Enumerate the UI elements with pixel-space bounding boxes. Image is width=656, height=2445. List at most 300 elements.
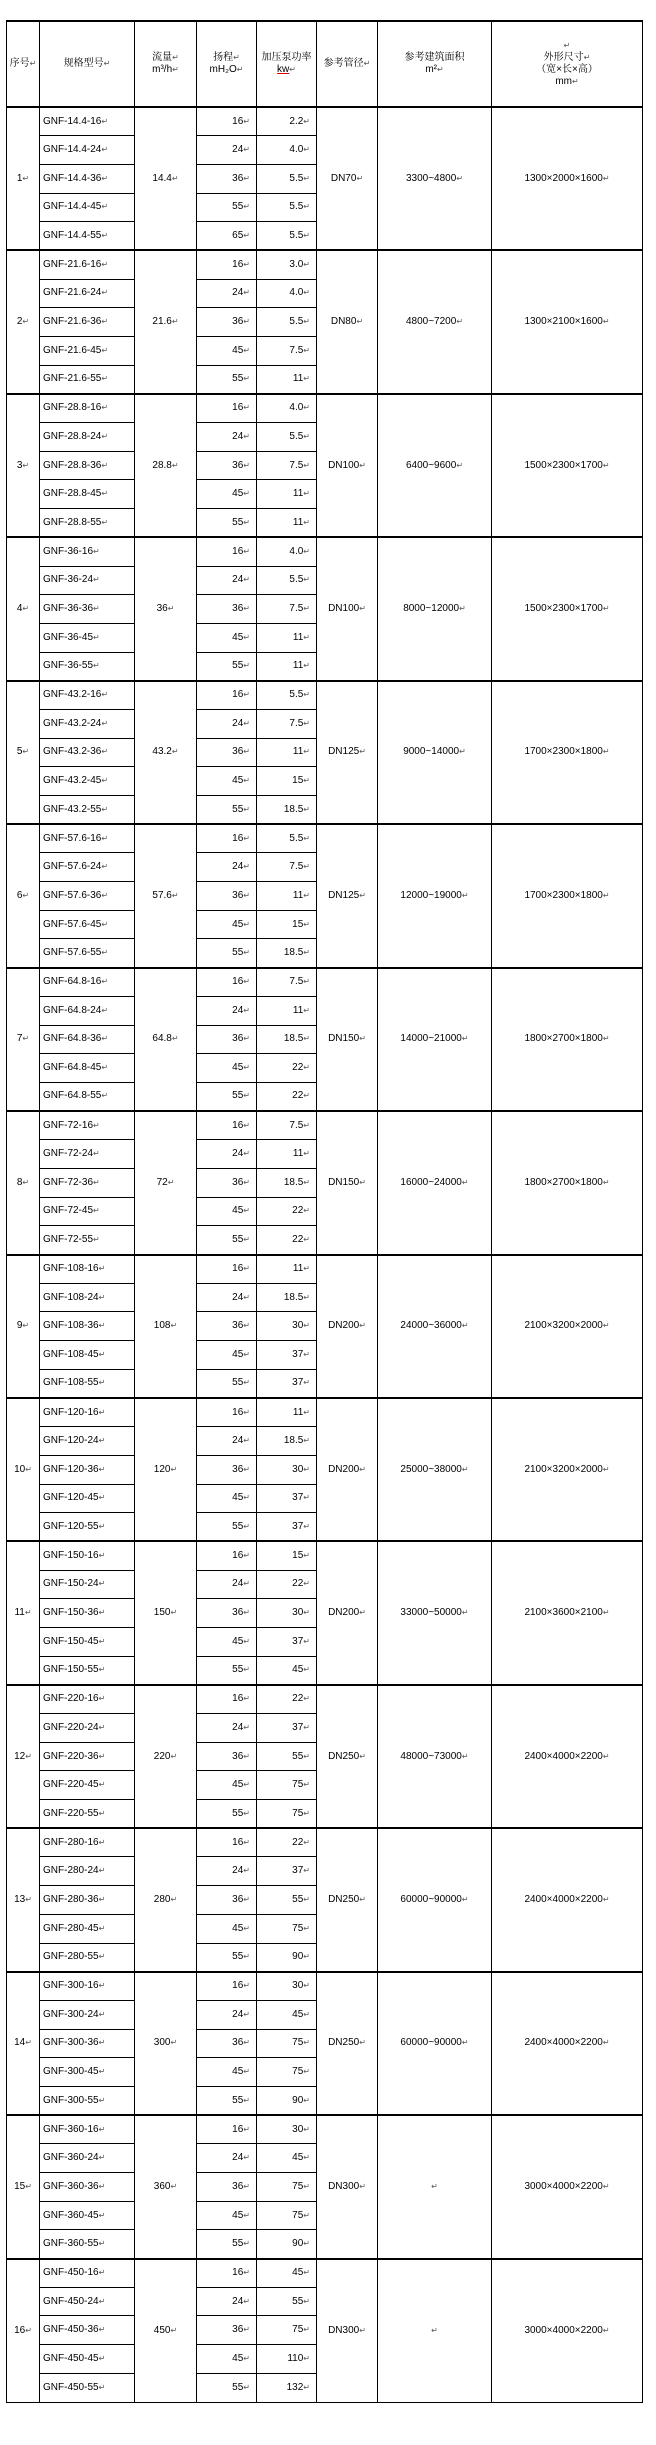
area-cell: 25000~38000↵ (378, 1398, 492, 1541)
row-index: 2↵ (7, 250, 40, 393)
head-cell: 24↵ (197, 1427, 257, 1456)
head-cell: 24↵ (197, 2000, 257, 2029)
header-row (7, 21, 643, 107)
model-cell: GNF-21.6-24↵ (40, 279, 135, 308)
head-cell: 16↵ (197, 1111, 257, 1140)
model-cell: GNF-108-16↵ (40, 1255, 135, 1284)
head-cell: 16↵ (197, 537, 257, 566)
model-cell: GNF-28.8-55↵ (40, 509, 135, 538)
table-row (7, 537, 643, 566)
area-cell: 60000~90000↵ (378, 1828, 492, 1971)
flow-cell: 220↵ (135, 1685, 197, 1828)
area-cell: 14000~21000↵ (378, 968, 492, 1111)
head-cell: 24↵ (197, 566, 257, 595)
model-cell: GNF-220-36↵ (40, 1742, 135, 1771)
model-cell: GNF-360-55↵ (40, 2230, 135, 2259)
area-cell: ↵ (378, 2115, 492, 2258)
size-cell: 1800×2700×1800↵ (492, 968, 643, 1111)
model-cell: GNF-450-24↵ (40, 2287, 135, 2316)
flow-cell: 450↵ (135, 2259, 197, 2402)
power-cell: 7.5↵ (257, 709, 317, 738)
model-cell: GNF-36-36↵ (40, 595, 135, 624)
head-cell: 16↵ (197, 968, 257, 997)
flow-cell: 28.8↵ (135, 394, 197, 537)
model-cell: GNF-120-24↵ (40, 1427, 135, 1456)
power-cell: 30↵ (257, 1599, 317, 1628)
head-cell: 16↵ (197, 824, 257, 853)
pipe-cell: DN300↵ (317, 2115, 378, 2258)
model-cell: GNF-36-55↵ (40, 652, 135, 681)
head-cell: 45↵ (197, 1771, 257, 1800)
power-cell: 11↵ (257, 1255, 317, 1284)
power-cell: 15↵ (257, 1541, 317, 1570)
model-cell: GNF-28.8-24↵ (40, 423, 135, 452)
power-cell: 18.5↵ (257, 1427, 317, 1456)
power-cell: 75↵ (257, 1914, 317, 1943)
head-cell: 36↵ (197, 2173, 257, 2202)
head-cell: 55↵ (197, 1369, 257, 1398)
head-cell: 55↵ (197, 509, 257, 538)
power-cell: 37↵ (257, 1857, 317, 1886)
model-cell: GNF-450-16↵ (40, 2259, 135, 2288)
power-cell: 11↵ (257, 1398, 317, 1427)
power-cell: 75↵ (257, 2173, 317, 2202)
row-index: 3↵ (7, 394, 40, 537)
row-index: 9↵ (7, 1255, 40, 1398)
model-cell: GNF-150-55↵ (40, 1656, 135, 1685)
head-cell: 36↵ (197, 1025, 257, 1054)
model-cell: GNF-28.8-45↵ (40, 480, 135, 509)
head-cell: 16↵ (197, 1255, 257, 1284)
head-cell: 55↵ (197, 796, 257, 825)
model-cell: GNF-43.2-55↵ (40, 796, 135, 825)
power-cell: 55↵ (257, 2287, 317, 2316)
table-row (7, 1685, 643, 1714)
model-cell: GNF-64.8-16↵ (40, 968, 135, 997)
pipe-cell: DN70↵ (317, 107, 378, 250)
model-cell: GNF-280-55↵ (40, 1943, 135, 1972)
head-cell: 36↵ (197, 308, 257, 337)
model-cell: GNF-220-45↵ (40, 1771, 135, 1800)
model-cell: GNF-280-24↵ (40, 1857, 135, 1886)
model-cell: GNF-300-55↵ (40, 2086, 135, 2115)
model-cell: GNF-300-24↵ (40, 2000, 135, 2029)
pipe-cell: DN250↵ (317, 1828, 378, 1971)
power-cell: 5.5↵ (257, 423, 317, 452)
table-row (7, 250, 643, 279)
head-cell: 55↵ (197, 1800, 257, 1829)
model-cell: GNF-43.2-16↵ (40, 681, 135, 710)
power-cell: 11↵ (257, 623, 317, 652)
model-cell: GNF-72-55↵ (40, 1226, 135, 1255)
model-cell: GNF-21.6-55↵ (40, 365, 135, 394)
power-cell: 55↵ (257, 1742, 317, 1771)
col-index: 序号↵ (7, 21, 40, 107)
model-cell: GNF-28.8-36↵ (40, 451, 135, 480)
area-cell: 12000~19000↵ (378, 824, 492, 967)
power-cell: 11↵ (257, 1140, 317, 1169)
power-cell: 15↵ (257, 767, 317, 796)
power-cell: 37↵ (257, 1369, 317, 1398)
head-cell: 36↵ (197, 164, 257, 193)
head-cell: 16↵ (197, 681, 257, 710)
power-cell: 3.0↵ (257, 250, 317, 279)
model-cell: GNF-280-36↵ (40, 1886, 135, 1915)
power-cell: 30↵ (257, 1972, 317, 2001)
flow-cell: 360↵ (135, 2115, 197, 2258)
model-cell: GNF-21.6-16↵ (40, 250, 135, 279)
head-cell: 55↵ (197, 1943, 257, 1972)
model-cell: GNF-57.6-16↵ (40, 824, 135, 853)
flow-cell: 43.2↵ (135, 681, 197, 824)
model-cell: GNF-120-55↵ (40, 1513, 135, 1542)
model-cell: GNF-36-16↵ (40, 537, 135, 566)
head-cell: 55↵ (197, 365, 257, 394)
head-cell: 36↵ (197, 1599, 257, 1628)
power-cell: 55↵ (257, 1886, 317, 1915)
pipe-cell: DN150↵ (317, 968, 378, 1111)
power-cell: 15↵ (257, 910, 317, 939)
power-cell: 37↵ (257, 1513, 317, 1542)
table-row (7, 2259, 643, 2288)
head-cell: 24↵ (197, 1570, 257, 1599)
model-cell: GNF-108-24↵ (40, 1283, 135, 1312)
power-cell: 4.0↵ (257, 537, 317, 566)
table-row (7, 1111, 643, 1140)
power-cell: 45↵ (257, 1656, 317, 1685)
power-cell: 5.5↵ (257, 308, 317, 337)
head-cell: 36↵ (197, 451, 257, 480)
head-cell: 55↵ (197, 2373, 257, 2402)
model-cell: GNF-64.8-55↵ (40, 1082, 135, 1111)
head-cell: 24↵ (197, 1283, 257, 1312)
power-cell: 7.5↵ (257, 1111, 317, 1140)
model-cell: GNF-64.8-24↵ (40, 996, 135, 1025)
head-cell: 24↵ (197, 853, 257, 882)
head-cell: 36↵ (197, 882, 257, 911)
head-cell: 24↵ (197, 996, 257, 1025)
pipe-cell: DN125↵ (317, 824, 378, 967)
model-cell: GNF-120-16↵ (40, 1398, 135, 1427)
head-cell: 65↵ (197, 222, 257, 251)
power-cell: 22↵ (257, 1082, 317, 1111)
head-cell: 45↵ (197, 767, 257, 796)
power-cell: 5.5↵ (257, 164, 317, 193)
head-cell: 36↵ (197, 1886, 257, 1915)
power-cell: 4.0↵ (257, 394, 317, 423)
head-cell: 45↵ (197, 1054, 257, 1083)
size-cell: 3000×4000×2200↵ (492, 2259, 643, 2402)
model-cell: GNF-28.8-16↵ (40, 394, 135, 423)
power-cell: 132↵ (257, 2373, 317, 2402)
model-cell: GNF-14.4-55↵ (40, 222, 135, 251)
model-cell: GNF-14.4-45↵ (40, 193, 135, 222)
flow-cell: 36↵ (135, 537, 197, 680)
pipe-cell: DN200↵ (317, 1541, 378, 1684)
model-cell: GNF-72-24↵ (40, 1140, 135, 1169)
pipe-cell: DN250↵ (317, 1972, 378, 2115)
head-cell: 16↵ (197, 250, 257, 279)
power-cell: 5.5↵ (257, 566, 317, 595)
area-cell: 3300~4800↵ (378, 107, 492, 250)
model-cell: GNF-220-24↵ (40, 1714, 135, 1743)
head-cell: 45↵ (197, 910, 257, 939)
model-cell: GNF-300-36↵ (40, 2029, 135, 2058)
power-cell: 37↵ (257, 1484, 317, 1513)
area-cell: ↵ (378, 2259, 492, 2402)
model-cell: GNF-150-36↵ (40, 1599, 135, 1628)
power-cell: 37↵ (257, 1627, 317, 1656)
power-cell: 22↵ (257, 1197, 317, 1226)
head-cell: 36↵ (197, 2316, 257, 2345)
head-cell: 16↵ (197, 1685, 257, 1714)
area-cell: 16000~24000↵ (378, 1111, 492, 1254)
model-cell: GNF-360-45↵ (40, 2201, 135, 2230)
head-cell: 24↵ (197, 2144, 257, 2173)
head-cell: 55↵ (197, 193, 257, 222)
table-row (7, 394, 643, 423)
model-cell: GNF-57.6-36↵ (40, 882, 135, 911)
model-cell: GNF-360-16↵ (40, 2115, 135, 2144)
model-cell: GNF-450-36↵ (40, 2316, 135, 2345)
head-cell: 45↵ (197, 623, 257, 652)
pipe-cell: DN250↵ (317, 1685, 378, 1828)
power-cell: 37↵ (257, 1714, 317, 1743)
head-cell: 24↵ (197, 1140, 257, 1169)
pipe-cell: DN125↵ (317, 681, 378, 824)
power-cell: 11↵ (257, 996, 317, 1025)
area-cell: 24000~36000↵ (378, 1255, 492, 1398)
head-cell: 45↵ (197, 1914, 257, 1943)
model-cell: GNF-360-36↵ (40, 2173, 135, 2202)
head-cell: 55↵ (197, 2086, 257, 2115)
head-cell: 24↵ (197, 1857, 257, 1886)
power-cell: 7.5↵ (257, 337, 317, 366)
size-cell: 2400×4000×2200↵ (492, 1685, 643, 1828)
table-row (7, 968, 643, 997)
flow-cell: 64.8↵ (135, 968, 197, 1111)
size-cell: 1300×2100×1600↵ (492, 250, 643, 393)
head-cell: 55↵ (197, 1656, 257, 1685)
row-index: 8↵ (7, 1111, 40, 1254)
pipe-cell: DN80↵ (317, 250, 378, 393)
area-cell: 9000~14000↵ (378, 681, 492, 824)
col-size: ↵ 外形尺寸↵ （宽×长×高） mm↵ (492, 21, 643, 107)
power-cell: 7.5↵ (257, 853, 317, 882)
pipe-cell: DN200↵ (317, 1398, 378, 1541)
model-cell: GNF-64.8-45↵ (40, 1054, 135, 1083)
table-row (7, 681, 643, 710)
flow-cell: 72↵ (135, 1111, 197, 1254)
model-cell: GNF-14.4-16↵ (40, 107, 135, 136)
power-cell: 75↵ (257, 2316, 317, 2345)
head-cell: 36↵ (197, 595, 257, 624)
flow-cell: 150↵ (135, 1541, 197, 1684)
model-cell: GNF-72-16↵ (40, 1111, 135, 1140)
head-cell: 45↵ (197, 1197, 257, 1226)
head-cell: 36↵ (197, 1455, 257, 1484)
power-cell: 22↵ (257, 1828, 317, 1857)
head-cell: 45↵ (197, 2058, 257, 2087)
power-cell: 75↵ (257, 2029, 317, 2058)
head-cell: 36↵ (197, 1168, 257, 1197)
power-cell: 11↵ (257, 365, 317, 394)
size-cell: 1500×2300×1700↵ (492, 394, 643, 537)
model-cell: GNF-220-55↵ (40, 1800, 135, 1829)
power-cell: 5.5↵ (257, 824, 317, 853)
head-cell: 45↵ (197, 2201, 257, 2230)
model-cell: GNF-280-16↵ (40, 1828, 135, 1857)
pipe-cell: DN300↵ (317, 2259, 378, 2402)
spec-table (6, 20, 643, 2403)
model-cell: GNF-43.2-24↵ (40, 709, 135, 738)
flow-cell: 300↵ (135, 1972, 197, 2115)
col-head: 扬程↵ mH₂O↵ (197, 21, 257, 107)
power-cell: 90↵ (257, 2086, 317, 2115)
power-cell: 5.5↵ (257, 681, 317, 710)
power-cell: 22↵ (257, 1054, 317, 1083)
power-cell: 90↵ (257, 1943, 317, 1972)
model-cell: GNF-14.4-24↵ (40, 136, 135, 165)
size-cell: 1700×2300×1800↵ (492, 824, 643, 967)
head-cell: 24↵ (197, 2287, 257, 2316)
model-cell: GNF-57.6-24↵ (40, 853, 135, 882)
power-cell: 22↵ (257, 1685, 317, 1714)
power-cell: 11↵ (257, 509, 317, 538)
pipe-cell: DN100↵ (317, 394, 378, 537)
head-cell: 36↵ (197, 2029, 257, 2058)
head-cell: 55↵ (197, 652, 257, 681)
head-cell: 45↵ (197, 1484, 257, 1513)
head-cell: 16↵ (197, 1972, 257, 2001)
col-power: 加压泵功率 kw↵ (257, 21, 317, 107)
power-cell: 45↵ (257, 2144, 317, 2173)
area-cell: 6400~9600↵ (378, 394, 492, 537)
power-cell: 18.5↵ (257, 1168, 317, 1197)
size-cell: 2400×4000×2200↵ (492, 1972, 643, 2115)
power-cell: 18.5↵ (257, 796, 317, 825)
col-model: 规格型号↵ (40, 21, 135, 107)
head-cell: 55↵ (197, 1513, 257, 1542)
head-cell: 16↵ (197, 394, 257, 423)
power-cell: 7.5↵ (257, 968, 317, 997)
model-cell: GNF-57.6-45↵ (40, 910, 135, 939)
size-cell: 1800×2700×1800↵ (492, 1111, 643, 1254)
model-cell: GNF-280-45↵ (40, 1914, 135, 1943)
power-cell: 11↵ (257, 480, 317, 509)
power-cell: 22↵ (257, 1570, 317, 1599)
power-cell: 5.5↵ (257, 222, 317, 251)
model-cell: GNF-150-45↵ (40, 1627, 135, 1656)
col-pipe: 参考管径↵ (317, 21, 378, 107)
flow-cell: 14.4↵ (135, 107, 197, 250)
model-cell: GNF-450-45↵ (40, 2345, 135, 2374)
power-cell: 11↵ (257, 738, 317, 767)
head-cell: 16↵ (197, 2115, 257, 2144)
power-cell: 11↵ (257, 882, 317, 911)
power-cell: 22↵ (257, 1226, 317, 1255)
model-cell: GNF-120-36↵ (40, 1455, 135, 1484)
power-cell: 75↵ (257, 2201, 317, 2230)
table-row (7, 824, 643, 853)
model-cell: GNF-300-16↵ (40, 1972, 135, 2001)
model-cell: GNF-43.2-45↵ (40, 767, 135, 796)
head-cell: 24↵ (197, 136, 257, 165)
head-cell: 45↵ (197, 337, 257, 366)
model-cell: GNF-72-45↵ (40, 1197, 135, 1226)
size-cell: 2100×3200×2000↵ (492, 1255, 643, 1398)
area-cell: 60000~90000↵ (378, 1972, 492, 2115)
power-cell: 11↵ (257, 652, 317, 681)
power-cell: 75↵ (257, 1771, 317, 1800)
area-cell: 33000~50000↵ (378, 1541, 492, 1684)
table-row (7, 1398, 643, 1427)
model-cell: GNF-21.6-45↵ (40, 337, 135, 366)
col-flow: 流量↵ m³/h↵ (135, 21, 197, 107)
flow-cell: 120↵ (135, 1398, 197, 1541)
head-cell: 24↵ (197, 279, 257, 308)
size-cell: 1500×2300×1700↵ (492, 537, 643, 680)
flow-cell: 280↵ (135, 1828, 197, 1971)
head-cell: 45↵ (197, 2345, 257, 2374)
head-cell: 16↵ (197, 2259, 257, 2288)
power-cell: 4.0↵ (257, 136, 317, 165)
size-cell: 3000×4000×2200↵ (492, 2115, 643, 2258)
area-cell: 4800~7200↵ (378, 250, 492, 393)
row-index: 11↵ (7, 1541, 40, 1684)
model-cell: GNF-36-45↵ (40, 623, 135, 652)
power-cell: 18.5↵ (257, 1025, 317, 1054)
model-cell: GNF-72-36↵ (40, 1168, 135, 1197)
area-cell: 8000~12000↵ (378, 537, 492, 680)
pipe-cell: DN150↵ (317, 1111, 378, 1254)
power-cell: 30↵ (257, 1455, 317, 1484)
table-row (7, 1541, 643, 1570)
head-cell: 55↵ (197, 939, 257, 968)
model-cell: GNF-300-45↵ (40, 2058, 135, 2087)
power-cell: 4.0↵ (257, 279, 317, 308)
table-row (7, 1255, 643, 1284)
row-index: 14↵ (7, 1972, 40, 2115)
model-cell: GNF-57.6-55↵ (40, 939, 135, 968)
head-cell: 16↵ (197, 1398, 257, 1427)
model-cell: GNF-150-16↵ (40, 1541, 135, 1570)
table-row (7, 107, 643, 136)
power-cell: 2.2↵ (257, 107, 317, 136)
flow-cell: 108↵ (135, 1255, 197, 1398)
row-index: 13↵ (7, 1828, 40, 1971)
spec-body (7, 107, 643, 2402)
row-index: 4↵ (7, 537, 40, 680)
power-cell: 18.5↵ (257, 1283, 317, 1312)
power-cell: 75↵ (257, 2058, 317, 2087)
flow-cell: 57.6↵ (135, 824, 197, 967)
row-index: 1↵ (7, 107, 40, 250)
head-cell: 24↵ (197, 1714, 257, 1743)
power-cell: 7.5↵ (257, 595, 317, 624)
table-row (7, 2115, 643, 2144)
pipe-cell: DN100↵ (317, 537, 378, 680)
power-cell: 5.5↵ (257, 193, 317, 222)
model-cell: GNF-14.4-36↵ (40, 164, 135, 193)
head-cell: 45↵ (197, 480, 257, 509)
model-cell: GNF-108-55↵ (40, 1369, 135, 1398)
head-cell: 55↵ (197, 1082, 257, 1111)
power-cell: 37↵ (257, 1341, 317, 1370)
head-cell: 55↵ (197, 1226, 257, 1255)
power-cell: 75↵ (257, 1800, 317, 1829)
model-cell: GNF-120-45↵ (40, 1484, 135, 1513)
